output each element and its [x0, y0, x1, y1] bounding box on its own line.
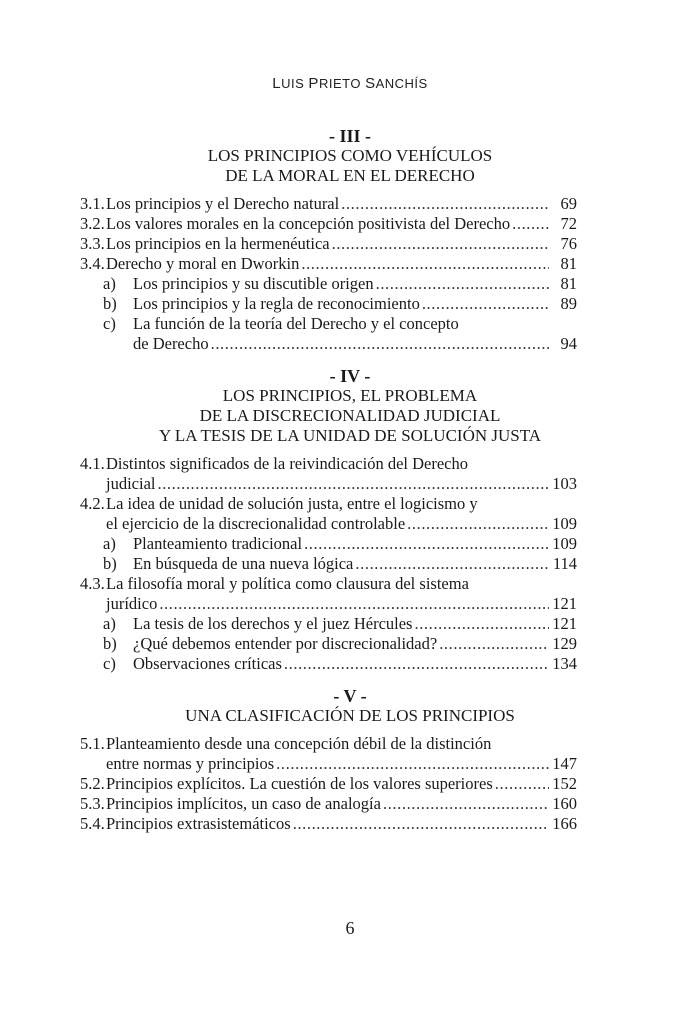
- toc-entry-number: 5.1.: [80, 734, 105, 753]
- toc-entry-line: [80, 734, 577, 754]
- page-number: 6: [345, 918, 355, 938]
- toc-entries: [80, 194, 577, 354]
- toc-entry-line: [80, 494, 577, 514]
- dot-leader: [439, 634, 549, 654]
- running-head-initial: L: [272, 75, 282, 92]
- section-heading: [0, 126, 700, 186]
- toc-page-number: 134: [552, 654, 577, 673]
- toc-page-number: 81: [560, 274, 577, 293]
- toc-page-number: 76: [560, 234, 577, 253]
- running-head-rest: UIS: [281, 76, 305, 91]
- toc-entry-line: [80, 794, 577, 814]
- toc-entry-number: c): [103, 314, 116, 333]
- toc-entry-title: judicial: [106, 474, 156, 493]
- toc-entry-title: Los principios y la regla de reconocimiento: [133, 294, 420, 313]
- running-head-rest: ANCHÍS: [375, 76, 428, 91]
- toc-entry-title: Los principios en la hermenéutica: [106, 234, 330, 253]
- toc-entry-number: a): [103, 614, 116, 633]
- dot-leader: [422, 294, 549, 314]
- toc-entry-number: 3.1.: [80, 194, 105, 213]
- toc-entry-title: Distintos significados de la reivindicación del Derecho: [106, 454, 468, 473]
- toc-entry-line: [80, 474, 577, 494]
- toc-entry-title: Planteamiento tradicional: [133, 534, 303, 553]
- dot-leader: [355, 554, 549, 574]
- toc-entry-line: [80, 214, 577, 234]
- toc-entry-title: En búsqueda de una nueva lógica: [133, 554, 354, 573]
- toc-entry: [80, 294, 577, 314]
- toc-entry-line: [80, 594, 577, 614]
- toc-page-number: 114: [552, 554, 577, 573]
- section-title-line: Y LA TESIS DE LA UNIDAD DE SOLUCIÓN JUSTA: [158, 426, 542, 445]
- toc-entry-number: 3.2.: [80, 214, 105, 233]
- toc-entry-line: [80, 774, 577, 794]
- toc-entry-line: [80, 274, 577, 294]
- dot-leader: [341, 194, 549, 214]
- section-heading: [0, 366, 700, 446]
- toc-entry-title: jurídico: [106, 594, 158, 613]
- toc-entry: [80, 494, 577, 534]
- toc-entry-number: 5.3.: [80, 794, 105, 813]
- toc-entry: [80, 634, 577, 654]
- toc-entry-title: La idea de unidad de solución justa, entre el logicismo y: [106, 494, 478, 513]
- toc-entry-line: [80, 294, 577, 314]
- toc-page-number: 147: [552, 754, 577, 773]
- toc-entry: [80, 554, 577, 574]
- toc-entry-title: Principios explícitos. La cuestión de los valores superiores: [106, 774, 493, 793]
- toc-entry-title: de Derecho: [133, 334, 209, 353]
- dot-leader: [157, 474, 549, 494]
- dot-leader: [159, 594, 549, 614]
- toc-entry-line: [80, 534, 577, 554]
- toc-entry: [80, 574, 577, 614]
- toc-entry-title: Los valores morales en la concepción positivista del Derecho: [106, 214, 511, 233]
- toc-entry-line: [80, 314, 577, 334]
- toc-entry-title: La función de la teoría del Derecho y el concepto: [133, 314, 459, 333]
- toc-page-number: 160: [552, 794, 577, 813]
- toc-page-number: 72: [560, 214, 577, 233]
- toc-entry: [80, 794, 577, 814]
- toc-page-number: 94: [560, 334, 577, 353]
- toc-entry: [80, 214, 577, 234]
- toc-entry-title: el ejercicio de la discrecionalidad controlable: [106, 514, 406, 533]
- toc-entry-number: b): [103, 554, 117, 573]
- dot-leader: [376, 274, 549, 294]
- toc-entry-title: Los principios y su discutible origen: [133, 274, 374, 293]
- toc-entry: [80, 234, 577, 254]
- toc-page-number: 69: [560, 194, 577, 213]
- running-head-initial: P: [308, 75, 319, 92]
- toc-entry-title: Los principios y el Derecho natural: [106, 194, 340, 213]
- toc-entry-title: Derecho y moral en Dworkin: [106, 254, 300, 273]
- toc-entry-line: [80, 654, 577, 674]
- toc-entry: [80, 194, 577, 214]
- toc-entry-line: [80, 754, 577, 774]
- toc-entry-title: Observaciones críticas: [133, 654, 282, 673]
- toc-page-number: 109: [552, 534, 577, 553]
- toc-entry: [80, 314, 577, 354]
- toc-entry-number: b): [103, 294, 117, 313]
- dot-leader: [284, 654, 549, 674]
- toc-entry-line: [80, 234, 577, 254]
- toc-entry-title: Principios extrasistemáticos: [106, 814, 291, 833]
- toc-entry: [80, 254, 577, 274]
- running-head-rest: RIETO: [318, 76, 361, 91]
- toc-page-number: 89: [560, 294, 577, 313]
- section-title-line: DE LA DISCRECIONALIDAD JUDICIAL: [199, 406, 501, 425]
- toc-entry-number: a): [103, 534, 116, 553]
- toc-page-number: 81: [560, 254, 577, 273]
- section-title-line: LOS PRINCIPIOS, EL PROBLEMA: [222, 386, 478, 405]
- toc-entry-line: [80, 514, 577, 534]
- dot-leader: [383, 794, 549, 814]
- toc-page-number: 166: [552, 814, 577, 833]
- section-heading: [0, 686, 700, 726]
- toc-entry: [80, 654, 577, 674]
- dot-leader: [211, 334, 549, 354]
- section-number: - III -: [328, 126, 371, 146]
- running-head: [0, 75, 700, 92]
- toc-entry-number: b): [103, 634, 117, 653]
- running-head-initial: S: [365, 75, 376, 92]
- dot-leader: [512, 214, 549, 234]
- toc-entry: [80, 454, 577, 494]
- dot-leader: [304, 534, 549, 554]
- dot-leader: [301, 254, 549, 274]
- section-number: - V -: [333, 686, 367, 706]
- toc-entry-line: [80, 574, 577, 594]
- toc-entry-line: [80, 334, 577, 354]
- toc-entry-number: a): [103, 274, 116, 293]
- dot-leader: [407, 514, 549, 534]
- section-title-line: DE LA MORAL EN EL DERECHO: [225, 166, 475, 185]
- toc-entry-title: Planteamiento desde una concepción débil de la distinción: [106, 734, 492, 753]
- toc-page-number: 109: [552, 514, 577, 533]
- toc-entry: [80, 274, 577, 294]
- toc-entry-line: [80, 254, 577, 274]
- toc-entry: [80, 814, 577, 834]
- toc-page-number: 103: [552, 474, 577, 493]
- toc-entry-number: 4.2.: [80, 494, 105, 513]
- toc-entry: [80, 534, 577, 554]
- toc-entry-title: entre normas y principios: [106, 754, 275, 773]
- toc-entry-line: [80, 634, 577, 654]
- toc-entry-title: Principios implícitos, un caso de analogía: [106, 794, 381, 813]
- toc-page-number: 121: [552, 614, 577, 633]
- toc-entry-number: 5.4.: [80, 814, 105, 833]
- dot-leader: [293, 814, 549, 834]
- toc-entry-number: 4.3.: [80, 574, 105, 593]
- toc-entry-number: 3.3.: [80, 234, 105, 253]
- dot-leader: [414, 614, 549, 634]
- toc-entry: [80, 774, 577, 794]
- toc-entry-line: [80, 454, 577, 474]
- toc-page-number: 121: [552, 594, 577, 613]
- toc-page-number: 152: [552, 774, 577, 793]
- toc-entry: [80, 614, 577, 634]
- toc-entry-number: c): [103, 654, 116, 673]
- toc-entry-line: [80, 614, 577, 634]
- dot-leader: [276, 754, 549, 774]
- toc-entry-number: 4.1.: [80, 454, 105, 473]
- toc-entry-number: 3.4.: [80, 254, 105, 273]
- section-title-line: UNA CLASIFICACIÓN DE LOS PRINCIPIOS: [185, 706, 515, 725]
- toc-entry-title: La tesis de los derechos y el juez Hércules: [133, 614, 413, 633]
- dot-leader: [332, 234, 549, 254]
- section-title-line: LOS PRINCIPIOS COMO VEHÍCULOS: [207, 146, 493, 165]
- toc-entry-line: [80, 194, 577, 214]
- toc-entry-title: La filosofía moral y política como clausura del sistema: [106, 574, 469, 593]
- toc-entry-title: ¿Qué debemos entender por discrecionalidad?: [133, 634, 438, 653]
- toc-page-number: 129: [552, 634, 577, 653]
- toc-entry-line: [80, 554, 577, 574]
- toc-entries: [80, 454, 577, 674]
- toc-entry: [80, 734, 577, 774]
- section-number: - IV -: [329, 366, 371, 386]
- toc-entry-line: [80, 814, 577, 834]
- toc-entry-number: 5.2.: [80, 774, 105, 793]
- dot-leader: [495, 774, 549, 794]
- toc-entries: [80, 734, 577, 834]
